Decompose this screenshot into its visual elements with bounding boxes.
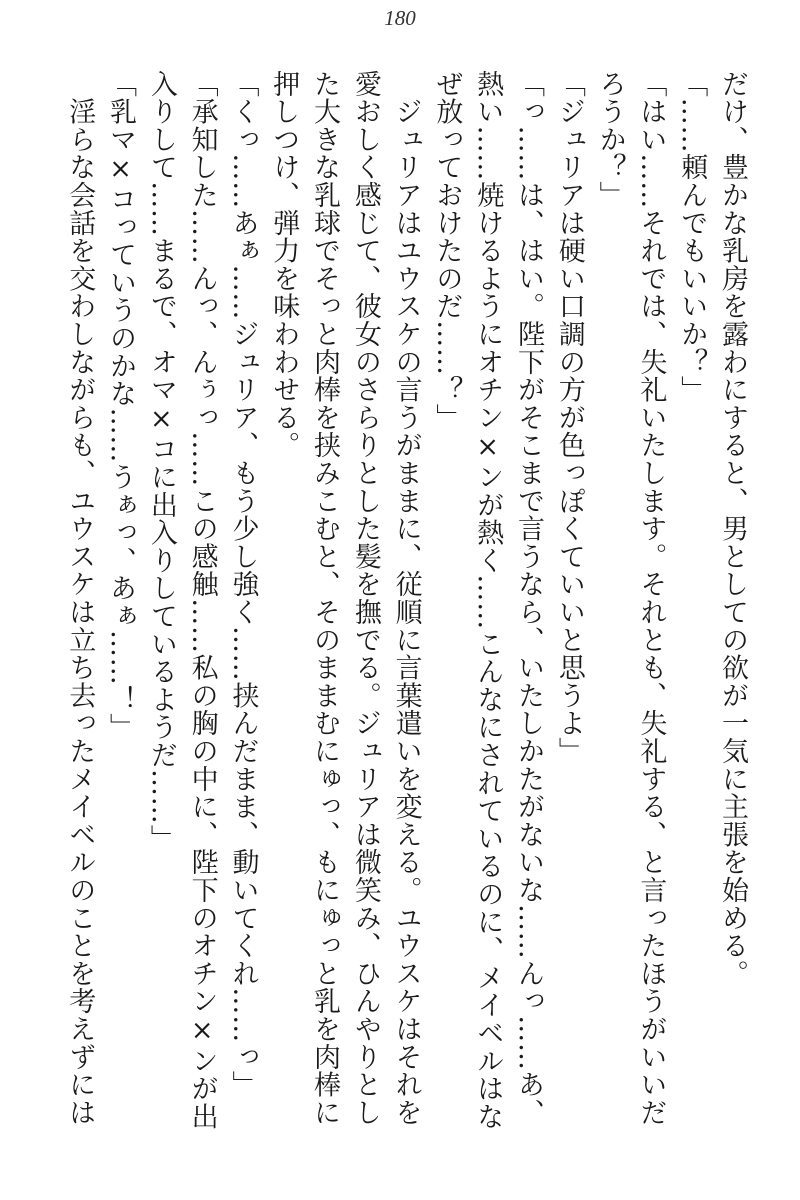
text-line: 熱い……焼けるようにオチン×ンが熱く……こんなにされているのに、メイベルはな <box>472 70 504 1131</box>
text-line: 「……頼んでもいいか？」 <box>676 70 708 404</box>
text-line: 「くっ……あぁ……ジュリア、もう少し強く……挟んだまま、動いてくれ……っ」 <box>227 70 259 1099</box>
text-line: 押しつけ、弾力を味わわせる。 <box>268 70 300 460</box>
page-number: 180 <box>384 6 416 30</box>
text-line: 「承知した……んっ、んぅっ……この感触……私の胸の中に、陛下のオチン×ンが出 <box>186 70 218 1131</box>
vertical-text-body <box>58 70 752 1130</box>
text-line: ぜ放っておけたのだ……？」 <box>431 70 463 432</box>
text-line: 愛おしく感じて、彼女のさらりとした髪を撫でる。ジュリアは微笑み、ひんやりとし <box>349 70 381 1127</box>
text-line: 「っ……は、はい。陛下がそこまで言うなら、いたしかたがないな……んっ……あ、 <box>513 70 545 1127</box>
text-line: ろうか？」 <box>594 70 626 209</box>
text-line: 「ジュリアは硬い口調の方が色っぽくていいと思うよ」 <box>553 70 585 765</box>
text-line: 「はい……それでは、失礼いたします。それとも、失礼する、と言ったほうがいいだ <box>635 70 667 1127</box>
text-line: 「乳マ×コっていうのかな……うぁっ、あぁ……！」 <box>105 70 137 742</box>
text-line: 淫らな会話を交わしながらも、ユウスケは立ち去ったメイベルのことを考えずには <box>64 70 96 1127</box>
text-line: 入りして……まるで、オマ×コに出入りしているようだ……」 <box>145 70 177 853</box>
text-line: ジュリアはユウスケの言うがままに、従順に言葉遣いを変える。ユウスケはそれを <box>390 70 422 1127</box>
text-line: た大きな乳球でそっと肉棒を挟みこむと、そのままむにゅっ、もにゅっと乳を肉棒に <box>309 70 341 1127</box>
text-line: だけ、豊かな乳房を露わにすると、男としての欲が一気に主張を始める。 <box>717 70 748 988</box>
